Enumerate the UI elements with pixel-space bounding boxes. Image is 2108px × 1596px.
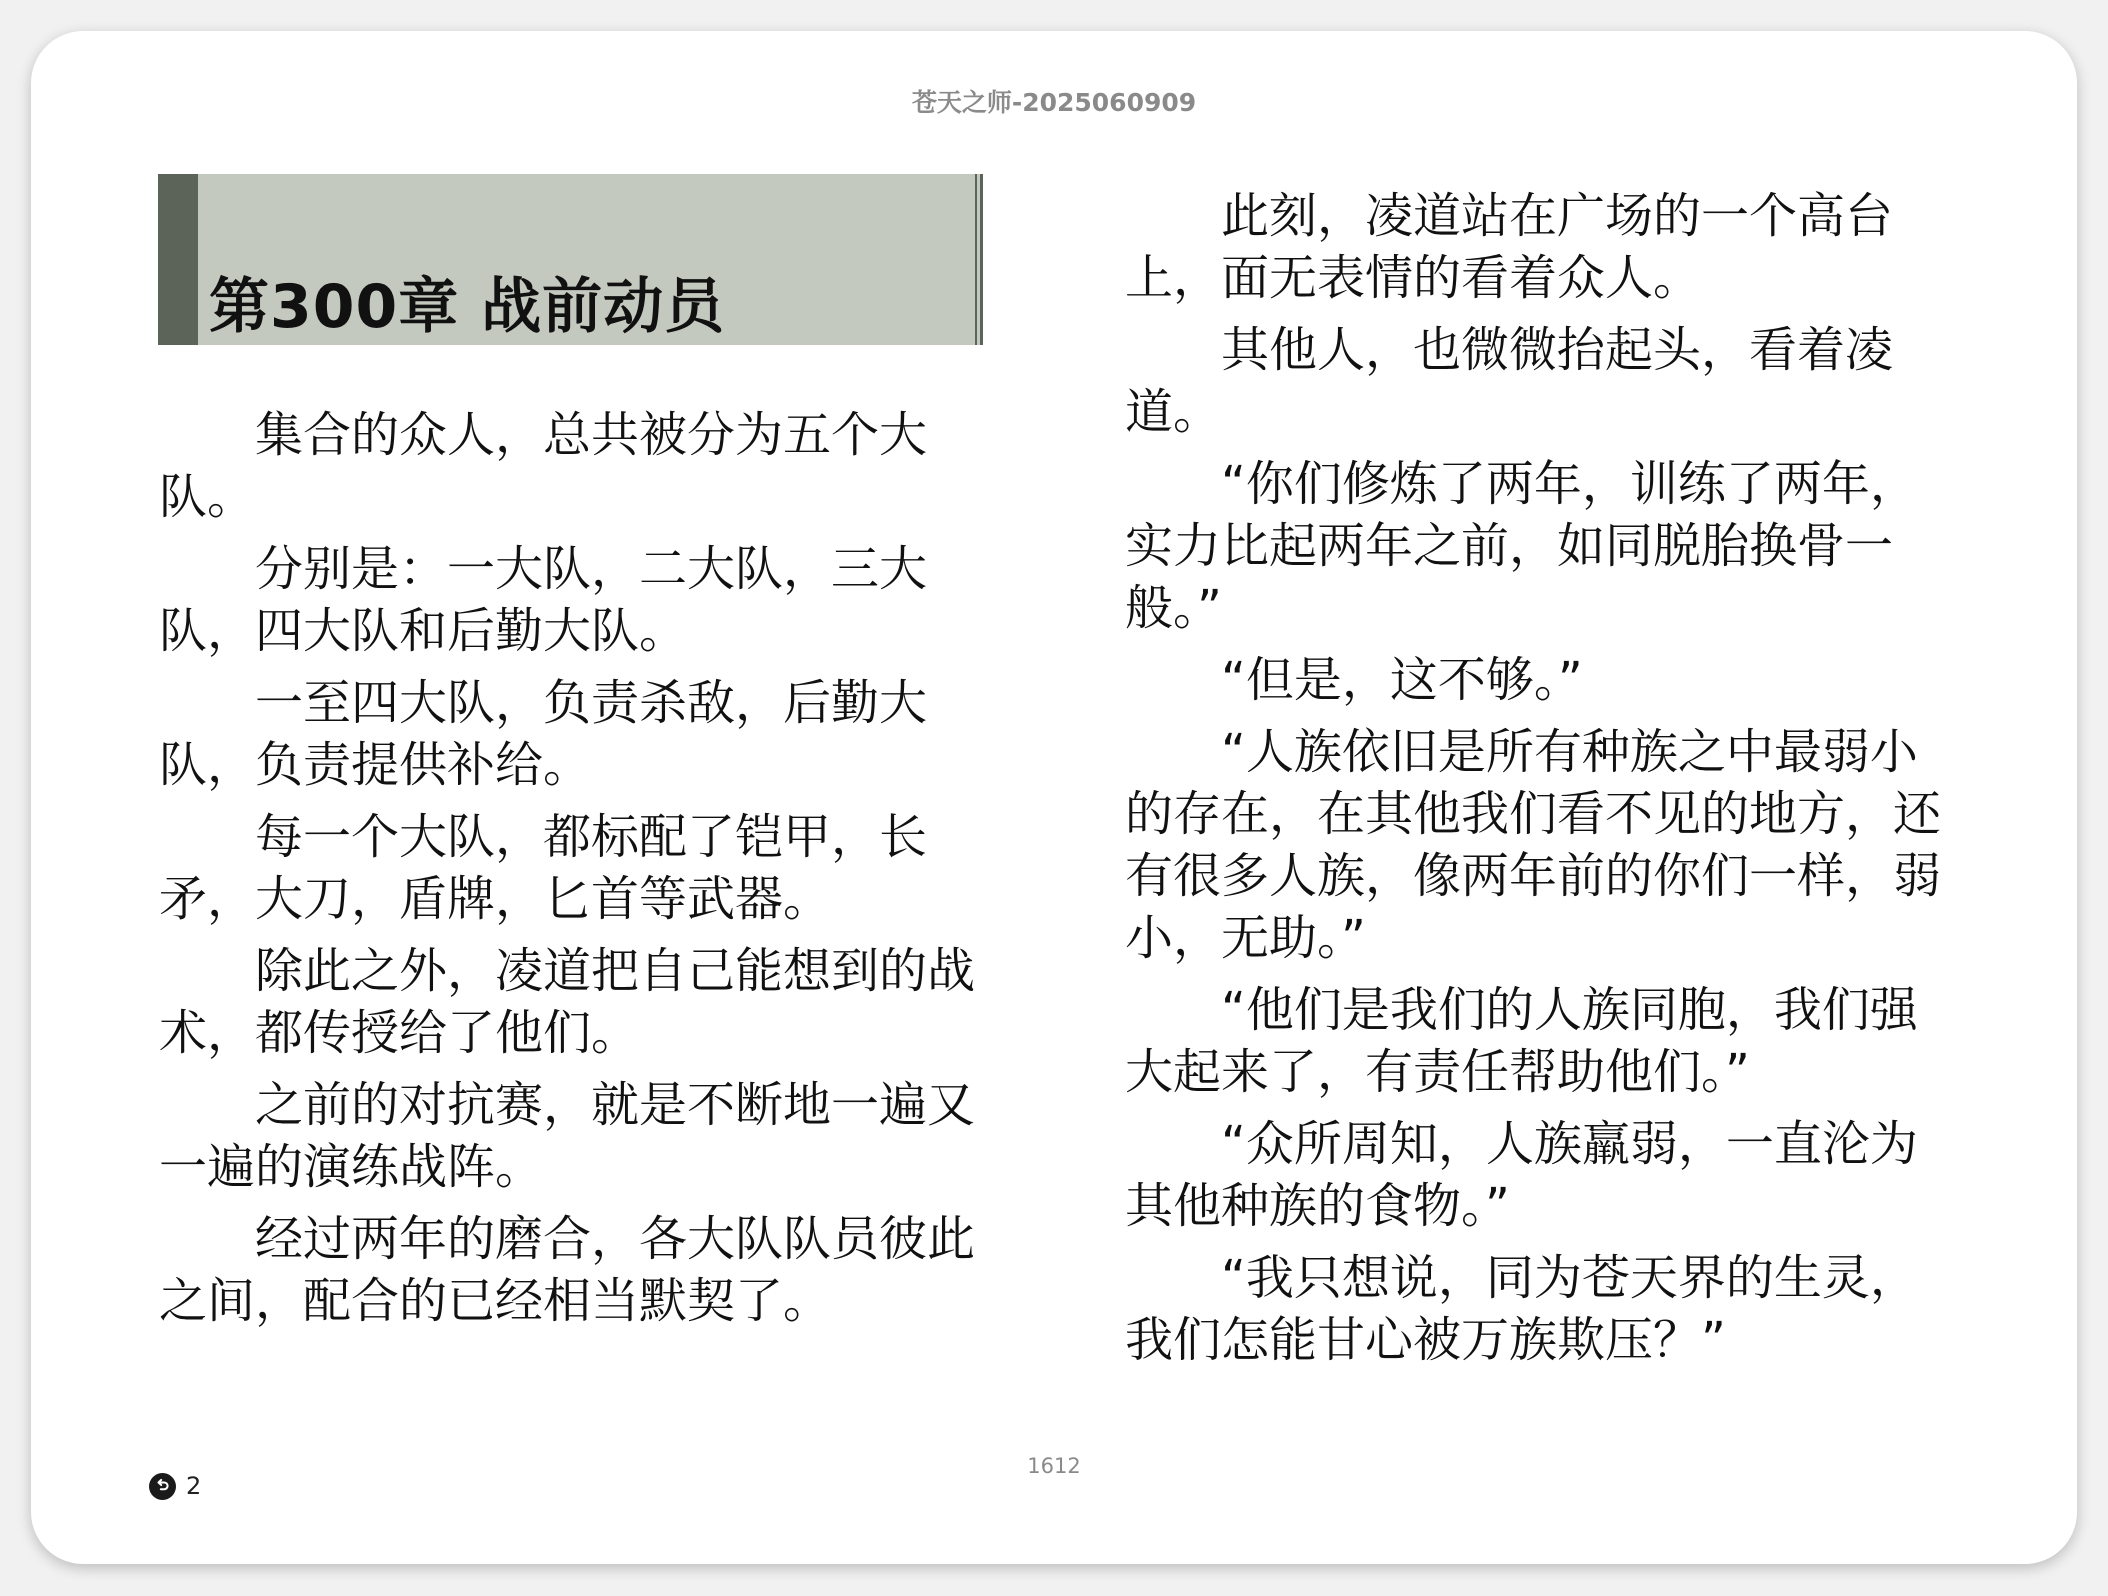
paragraph: 一至四大队，负责杀敌，后勤大队，负责提供补给。 — [159, 675, 928, 793]
paragraph: 此刻，凌道站在广场的一个高台上，面无表情的看着众人。 — [1125, 188, 1894, 306]
paragraph: “人族依旧是所有种族之中最弱小的存在，在其他我们看不见的地方，还有很多人族，像两年前的你们一样，弱小，无助。” — [1125, 724, 1942, 966]
paragraph: 除此之外，凌道把自己能想到的战术，都传授给了他们。 — [159, 943, 976, 1061]
page-number: 1612 — [1027, 1454, 1081, 1478]
undo-count: 2 — [186, 1472, 202, 1500]
paragraph: 之前的对抗赛，就是不断地一遍又一遍的演练战阵。 — [159, 1077, 976, 1195]
chapter-heading-edge — [975, 174, 983, 345]
paragraph: 集合的众人，总共被分为五个大队。 — [159, 407, 928, 525]
paragraph: “众所周知，人族羸弱，一直沦为其他种族的食物。” — [1125, 1116, 1918, 1234]
paragraph: 其他人，也微微抬起头，看着凌道。 — [1125, 322, 1894, 440]
chapter-heading — [158, 174, 983, 345]
chapter-title: 第300章 战前动员 — [209, 272, 726, 342]
paragraph: 每一个大队，都标配了铠甲，长矛，大刀，盾牌，匕首等武器。 — [159, 809, 928, 927]
paragraph: “他们是我们的人族同胞，我们强大起来了，有责任帮助他们。” — [1125, 982, 1918, 1100]
book-title: 苍天之师-2025060909 — [911, 88, 1197, 117]
left-page-column — [159, 404, 979, 1342]
chapter-heading-bar — [158, 174, 198, 345]
paragraph: “我只想说，同为苍天界的生灵，我们怎能甘心被万族欺压？” — [1125, 1250, 1918, 1368]
paragraph: “你们修炼了两年，训练了两年，实力比起两年之前，如同脱胎换骨一般。” — [1125, 456, 1918, 636]
right-page-column — [1125, 185, 1965, 1381]
paragraph: 分别是：一大队，二大队，三大队，四大队和后勤大队。 — [159, 541, 928, 659]
paragraph: 经过两年的磨合，各大队队员彼此之间，配合的已经相当默契了。 — [159, 1211, 976, 1329]
paragraph: “但是，这不够。” — [1221, 652, 1583, 708]
reader-window — [31, 31, 2077, 1564]
